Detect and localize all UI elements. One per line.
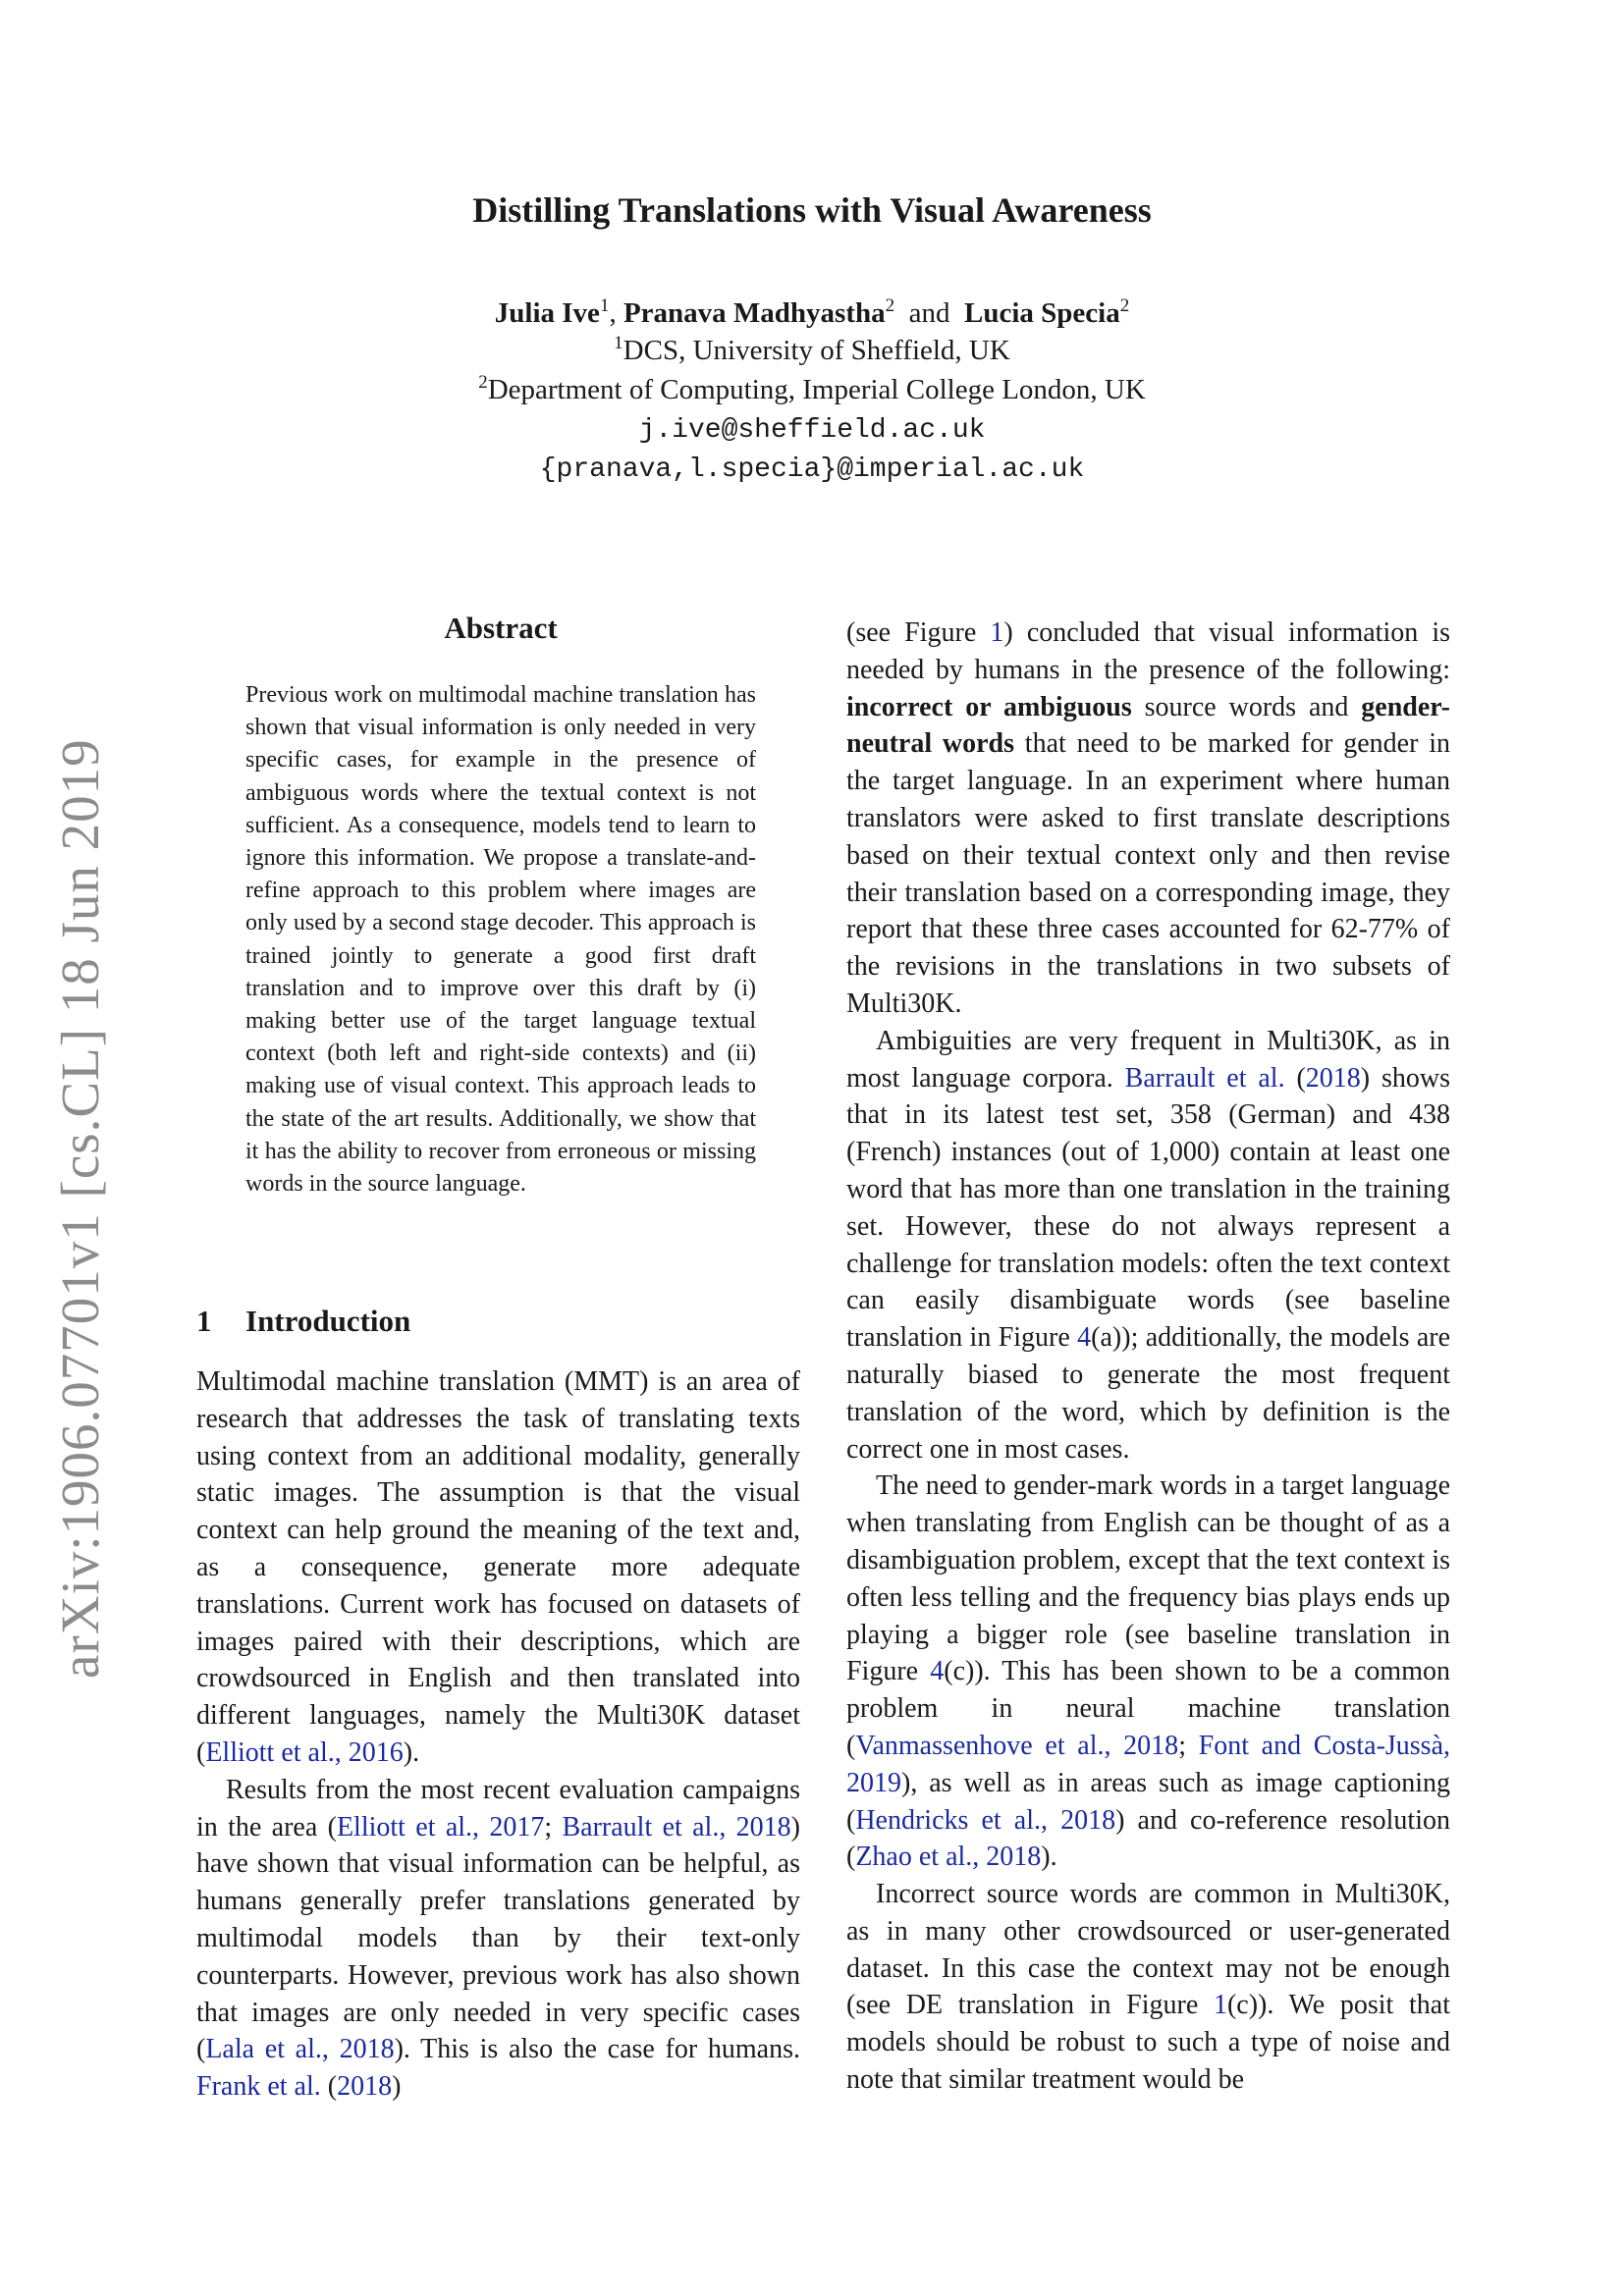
citation-link[interactable]: Hendricks et al., 2018: [855, 1804, 1116, 1836]
figure-ref-link[interactable]: 1: [990, 617, 1004, 648]
citation-link[interactable]: Font and Costa-Jussà, 2019: [846, 1730, 1451, 1798]
author-affil-mark: 2: [885, 295, 895, 316]
abstract-body: Previous work on multimodal machine translation has shown that visual information is only needed in very specific cases, for example in the presence of ambiguous words where the textual context is not sufficient. As a consequence, models tend to learn to ignore this information. We propose a translate-and-refine approach to this problem where images are only used by a second stage decoder. This approach is trained jointly to generate a good first draft translation and to improve over this draft by (i) making better use of the target language textual context (both left and right-side contexts) and (ii) making use of visual context. This approach leads to the state of the art results. Additionally, we show that it has the ability to recover from erroneous or missing words in the source language.: [245, 682, 756, 1198]
citation-link[interactable]: Vanmassenhove et al., 2018: [855, 1730, 1179, 1761]
citation-link[interactable]: Elliott et al., 2017: [336, 1811, 545, 1842]
abstract-heading: Abstract: [444, 611, 558, 645]
citation-link[interactable]: Frank et al.: [196, 2071, 321, 2103]
paragraph: Incorrect source words are common in Multi30K, as in many other crowdsourced or user-generated dataset. In this case the context may not be enough (see DE translation in Figure 1(c)). We posit that models should be robust to such a type of noise and note that similar treatment would be: [846, 1879, 1450, 2096]
emphasis: incorrect or ambiguous: [846, 691, 1132, 722]
section-heading: [196, 1304, 410, 1339]
citation-link[interactable]: 2018: [337, 2071, 393, 2103]
emphasis: gender-neutral words: [846, 691, 1450, 760]
citation-link[interactable]: Barrault et al.: [1124, 1062, 1285, 1094]
author-name: Pranava Madhyastha: [623, 297, 886, 329]
citation-link[interactable]: Barrault et al., 2018: [562, 1811, 791, 1842]
figure-ref-link[interactable]: 1: [1213, 1990, 1227, 2021]
affil-mark: 2: [478, 372, 488, 393]
section-title: Introduction: [245, 1304, 411, 1338]
author-affil-mark: 2: [1119, 295, 1130, 316]
paragraph: Multimodal machine translation (MMT) is an area of research that addresses the task of translating texts using context from an additional modality, generally static images. The assumption is that the visual context can help ground the meaning of the text and, as a consequence, generate more adequate translations. Current work has focused on datasets of images paired with their descriptions, which are crowdsourced in English and then translated into different languages, namely the Multi30K dataset (Elliott et al., 2016).: [196, 1366, 800, 1768]
affil-text: Department of Computing, Imperial College London, UK: [487, 374, 1146, 405]
paper-title: Distilling Translations with Visual Awareness: [472, 190, 1152, 230]
author-list: Julia Ive$^1$, Pranava Madhyastha$^2$ and Lucia Specia$^2$: [494, 295, 1130, 329]
paragraph: The need to gender-mark words in a target language when translating from English can be thought of as a disambiguation problem, except that the text context is often less telling and the frequency bias plays ends up playing a bigger role (see baseline translation in Figure 4(c)). This has been shown to be a common problem in neural machine translation (Vanmassenhove et al., 2018; Font and Costa-Jussà, 2019), as well as in areas such as image captioning (Hendricks et al., 2018) and co-reference resolution (Zhao et al., 2018).: [846, 1470, 1451, 1873]
email-2: {pranava,l.specia}@imperial.ac.uk: [539, 454, 1085, 485]
figure-ref-link[interactable]: 4: [1077, 1322, 1092, 1354]
author-name: Lucia Specia: [963, 297, 1120, 329]
email-1: j.ive@sheffield.ac.uk: [638, 415, 986, 446]
section-number: 1: [196, 1304, 212, 1338]
affil-mark: 1: [614, 333, 623, 353]
author-conjunction: and: [908, 297, 950, 329]
affiliation-1: [0, 332, 1624, 369]
affil-text: DCS, University of Sheffield, UK: [623, 335, 1010, 366]
author-affil-mark: 1: [599, 295, 610, 316]
paragraph: Results from the most recent evaluation campaigns in the area (Elliott et al., 2017; Barrault et al., 2018) have shown that visual information can be helpful, as humans generally prefer translations generated by multimodal models than by their text-only counterparts. However, previous work has also shown that images are only needed in very specific cases (Lala et al., 2018). This is also the case for humans. Frank et al. (2018): [196, 1774, 801, 2103]
right-column: [846, 614, 1450, 2099]
paragraph: Ambiguities are very frequent in Multi30K, as in most language corpora. Barrault et al. (2018) shows that in its latest test set, 358 (German) and 438 (French) instances (out of 1,000) contain at least one word that has more than one translation in the training set. However, these do not always represent a challenge for translation models: often the text context can easily disambiguate words (see baseline translation in Figure 4(a)); additionally, the models are naturally biased to generate the most frequent translation of the word, which by definition is the correct one in most cases.: [846, 1025, 1451, 1465]
citation-link[interactable]: Zhao et al., 2018: [855, 1842, 1042, 1873]
affiliation-2: [0, 371, 1624, 408]
author-name: Julia Ive: [494, 297, 600, 329]
citation-link[interactable]: 2018: [1305, 1062, 1361, 1094]
citation-link[interactable]: Lala et al., 2018: [205, 2034, 395, 2065]
left-column: [196, 1363, 800, 2106]
citation-link[interactable]: Elliott et al., 2016: [205, 1736, 404, 1768]
figure-ref-link[interactable]: 4: [930, 1656, 945, 1687]
arxiv-stamp: arXiv:1906.07701v1 [cs.CL] 18 Jun 2019: [50, 738, 110, 1679]
paragraph: (see Figure 1) concluded that visual information is needed by humans in the presence of the following: incorrect or ambiguous source words and gender-neutral words that need to be marked for gender in the target language. In an experiment where human translators were asked to first translate descriptions based on their textual context only and then revise their translation based on a corresponding image, they report that these three cases accounted for 62-77% of the revisions in the translations in two subsets of Multi30K.: [846, 617, 1451, 1019]
